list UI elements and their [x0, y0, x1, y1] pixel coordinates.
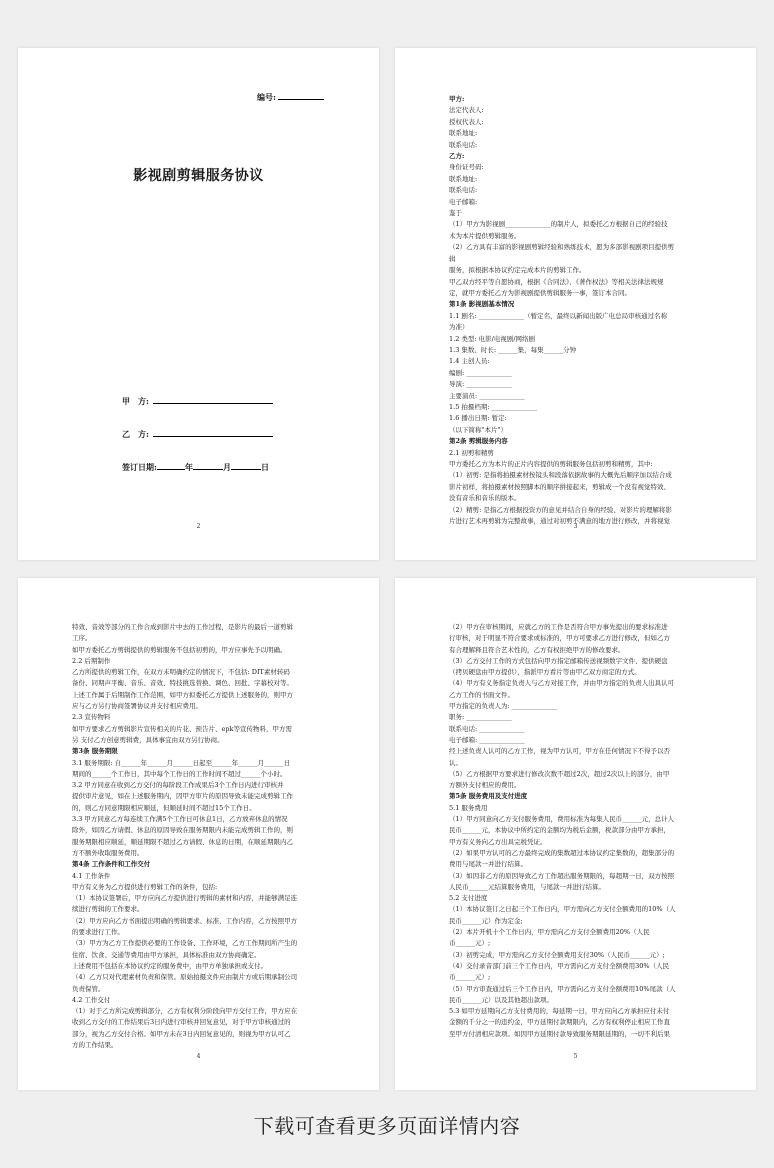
page-4-body [72, 622, 329, 1051]
text-line: （3）初剪完成，甲方需向乙方支付全额费用支付30%（人民币______元）; [449, 950, 665, 959]
text-line: 乙方工作的书面文件。 [449, 690, 514, 699]
section-heading: 第3条 服务期限 [72, 747, 118, 756]
document-title: 影视剧剪辑服务协议 [133, 168, 264, 184]
text-line: 5.3 如甲方延期向乙方支付费用的，每延期一日，甲方应向乙方承担应付未付 [449, 1007, 670, 1016]
text-line: （2）精剪: 是指乙方根据投资方的意见并结合自身的经验、对影片的理解将影 [449, 505, 672, 514]
text-line: 4.2 工作交付 [72, 995, 111, 1004]
text-line: 授权代表人: [449, 117, 484, 126]
text-line: 编剧: ______________ [449, 368, 512, 377]
text-line: 1.6 播出日期: 暂定: [449, 414, 507, 423]
page-4 [18, 578, 379, 1090]
text-line: 2.2 后期制作 [72, 656, 111, 665]
text-line: 联系地址: [449, 129, 478, 138]
text-line: 工序。 [72, 634, 92, 643]
text-line: 1.1 剧名: ______________（暂定名，最终以新闻出版广电总局审核通过名称 [449, 311, 668, 320]
text-line: 鉴于 [449, 209, 462, 218]
text-line: （3）甲方为乙方工作提供必要的工作设备、工作环境，乙方工作期间所产生的 [72, 939, 298, 948]
section-heading: 乙方: [449, 152, 465, 161]
text-line: （1）甲方为影视剧______________的制片人，拟委托乙方根据自己的经验技 [449, 220, 668, 229]
text-line: 金额的千分之一的违约金，甲方延期付款期限内，乙方有权利停止相应工作直 [449, 1018, 670, 1027]
text-line: 人民币______元结算服务费用，与尾款一并进行结算。 [449, 882, 605, 891]
text-line: 币______元）; [449, 973, 491, 982]
text-line: 3.2 甲方同意在收到乙方交付的每阶段工作成果后3个工作日内进行审核并 [72, 781, 284, 790]
text-line: 电子邮箱: [449, 197, 478, 206]
text-line: 住宿、饮食、交通等费用由甲方承担，具体标准由双方协商确定。 [72, 950, 261, 959]
text-line: 服务，拟根据本协议约定完成本片的剪辑工作。 [449, 266, 586, 275]
text-line: 联系电话: [449, 186, 478, 195]
page-2 [18, 48, 379, 560]
text-line: 至甲方付清相应款项。如因甲方延期付款导致服务期限延期的，一切不利后果 [449, 1029, 670, 1038]
contract-number: 编号: [257, 92, 324, 103]
text-line: 续进行剪辑的工作要求。 [72, 905, 144, 914]
text-line: 影片初样，将拍摄素材按照脚本的顺序拼接起来，剪辑成一个没有视觉特效、 [449, 482, 670, 491]
text-line: 负责保管。 [72, 984, 105, 993]
text-line: 1.2 类型: 电影/电视剧/网络剧 [449, 334, 536, 343]
text-line: 1.5 拍摄档期: ______________ [449, 402, 538, 411]
text-line: （5）乙方根据甲方要求进行修改次数不超过2次，超过2次以上的部分，由甲 [449, 769, 670, 778]
download-more-link[interactable]: 下载可查看更多页面详情内容 [253, 1114, 521, 1138]
text-line: 特效、音效等部分的工作合成到影片中去的工作过程，是影片的最后一道剪辑 [72, 623, 293, 631]
text-line: 导演: ______________ [449, 380, 512, 389]
text-line: 服务期限相应顺延，顺延期限不超过乙方请假、休息的日期，在顺延期限内乙 [72, 837, 293, 846]
text-line: 法定代表人: [449, 106, 484, 115]
text-line: 方额外支付相应的费用。 [449, 781, 521, 790]
text-line: 认。 [449, 758, 462, 767]
text-line: 方不额外收取服务费用。 [72, 848, 144, 857]
text-line: 3.3 甲方同意乙方每连续工作满5个工作日可休息1日，乙方放弃休息的情况 [72, 815, 288, 824]
text-line: 甲方指定的负责人为: ______________ [449, 702, 558, 711]
text-line: 2.3 宣传物料 [72, 713, 111, 722]
text-line: 联系地址: [449, 174, 478, 183]
text-line: （2）如果甲方认可的乙方最终完成的集数超过本协议约定集数的，超集部分的 [449, 848, 675, 857]
text-line: （1）初剪: 是指将拍摄素材按镜头和段落依据故事的大概先后顺序加以结合成 [449, 471, 672, 480]
text-line: （4）交付录音部门前三个工作日内，甲方需向乙方支付全额费用30%（人民 [449, 961, 670, 970]
number-blank [278, 99, 324, 100]
text-line: 甲方有义务向乙方出具完税凭证。 [449, 837, 547, 846]
text-line: 另 支付乙方创意剪辑费，具体事宜由双方另行协商。 [72, 735, 224, 744]
text-line: （2）乙方具有丰富的影视剧剪辑经验和熟练技术，愿为多部影视剧项目提供剪 [449, 243, 675, 252]
text-line: 乙方所提供的剪辑工作，在双方未明确约定的情况下，不包括: DIT素材转码 [72, 668, 290, 677]
text-line: 提供审片意见，如在上述服务期内，因甲方审片的原因导致未能完成剪辑工作 [72, 792, 293, 801]
text-line: （2）甲方在审核期间，应就乙方的工作是否符合甲方事先提出的要求标准进 [449, 623, 668, 631]
text-line: 没有音乐和音乐的版本。 [449, 494, 521, 503]
sign-date: 签订日期: 年 月 日 [122, 462, 269, 472]
text-line: 电子邮箱: ______________ [449, 735, 525, 744]
text-line: （拷贝硬盘由甲方提供），指派甲方看片等由甲乙双方商定的方式。 [449, 668, 641, 677]
section-heading: 第2条 剪辑服务内容 [449, 437, 508, 446]
text-line: （以下简称"本片"） [449, 425, 507, 434]
text-line: 4.1 工作条件 [72, 871, 111, 880]
text-line: 民币______元）以及其他超出款项。 [449, 995, 553, 1004]
text-line: 民币______元，本协议中所约定的金额均为税后金额，税款部分由甲方承担， [449, 826, 670, 835]
text-line: （4）甲方有义务指定负责人与乙方对接工作，并由甲方指定的负责人出具认可 [449, 679, 675, 688]
text-line: 1.3 集数、时长: ______集，每集______分钟 [449, 345, 577, 354]
section-heading: 甲方: [449, 95, 465, 103]
text-line: 联系电话: [449, 140, 478, 149]
text-line: （1）本协议签署后，甲方应向乙方提供进行剪辑的素材和内容，并能够满足连 [72, 894, 298, 903]
text-line: 的，则乙方同意期限相应顺延，但顺延时间不超过15个工作日。 [72, 803, 256, 812]
text-line: 上述费用不包括在本协议约定的服务费中，由甲方单独承担或支付。 [72, 961, 267, 970]
text-line: 费用与尾款一并进行结算。 [449, 860, 527, 869]
text-line: 如甲方要求乙方剪辑影片宣传相关的片花、预告片、epk等宣传物料，甲方需 [72, 724, 292, 733]
text-line: 备份、同期声平衡、音乐、音效、特技挑选替换、调色、回批、字幕校对等。 [72, 679, 293, 688]
text-line: 的要求进行工作。 [72, 928, 124, 937]
text-line: 1.4 主创人员: [449, 357, 490, 366]
section-heading: 第4条 工作条件和工作交付 [72, 860, 151, 869]
page-5 [395, 578, 756, 1090]
text-line: （2）甲方应向乙方书面提出明确的剪辑要求、标准、工作内容，乙方按照甲方 [72, 916, 298, 925]
page-number: 3 [573, 523, 578, 530]
text-line: 5.2 支付进度 [449, 894, 488, 903]
text-line: （1）甲方同意向乙方支付服务费用，费用标准为每集人民币______元，总计人 [449, 815, 675, 824]
text-line: 方的工作结果。 [72, 1040, 118, 1049]
text-line: 片进行艺术再剪辑为完整故事，通过对初剪不满意的地方进行修改，并将视觉 [449, 517, 670, 526]
text-line: （5）甲方审查通过后三个工作日内，甲方需向乙方支付全额费用10%尾款（人 [449, 984, 676, 993]
text-line: （1）对于乙方所完成剪辑部分，乙方有权利分阶段向甲方交付工作，甲方应在 [72, 1007, 298, 1016]
party-a-signature: 甲 方: [122, 396, 273, 407]
section-heading: 第5条 服务费用及支付进度 [449, 792, 528, 801]
text-line: 民币______元）作为定金; [449, 916, 523, 925]
text-line: 3.1 服务期限: 自______年______月______日起至______年______月______日 [72, 758, 291, 767]
text-line: 主要演员: ______________ [449, 391, 525, 400]
text-line: （2）本片开机十个工作日内，甲方需向乙方支付全额费用20%（人民 [449, 928, 650, 937]
text-line: 5.1 服务费用 [449, 803, 488, 812]
section-heading: 第1条 影视剧基本情况 [449, 300, 515, 309]
text-line: 辑 [449, 254, 456, 263]
text-line: 甲方委托乙方为本片的正片内容提供的剪辑服务包括初剪和精剪，其中: [449, 460, 653, 468]
page-number: 4 [196, 1053, 201, 1060]
text-line: 联系电话: ______________ [449, 724, 525, 733]
text-line: 为准） [449, 323, 469, 332]
page-3-body [449, 94, 706, 527]
text-line: 甲乙双方经平等自愿协商，根据《合同法》、《著作权法》等相关法律法规规 [449, 277, 664, 286]
text-line: （3）乙方交付工作的方式包括向甲方指定邮箱传送视频数字文件、提供硬盘 [449, 656, 668, 665]
text-line: 上述工作属于后期制作工作范围，如甲方拟委托乙方提供上述服务的，则甲方 [72, 690, 293, 699]
text-line: 身份证号码: [449, 163, 484, 172]
page-number: 5 [573, 1053, 578, 1060]
text-line: 职务: ______________ [449, 713, 512, 722]
text-line: 部分，视为乙方交付合格。如甲方未在3日内回复意见的，则视为甲方认可乙 [72, 1029, 291, 1038]
page-3 [395, 48, 756, 560]
text-line: 2.1 初剪和精剪 [449, 448, 494, 457]
text-line: 收到乙方交付的工作结果后3日内进行审核并回复意见，对于甲方审核通过的 [72, 1018, 291, 1027]
text-line: 如甲方委托乙方剪辑提供的剪辑服务不包括初剪的，甲方应事先予以明确。 [72, 645, 287, 654]
party-b-signature: 乙 方: [122, 429, 273, 440]
text-line: 期间的______个工作日，其中每个工作日的工作时间不超过______个小时。 [72, 769, 287, 778]
text-line: 甲方有义务为乙方提供进行剪辑工作的条件，包括: [72, 882, 218, 891]
text-line: 行审核，对于明显不符合要求或标准的，甲方可要求乙方进行修改，但如乙方 [449, 634, 670, 643]
text-line: 币______元）; [449, 939, 491, 948]
page-number: 2 [196, 523, 201, 530]
text-line: 除外，如因乙方请假、休息的原因导致在服务期限内未能完成剪辑工作的，则 [72, 826, 293, 835]
text-line: 术为本片提供剪辑服务。 [449, 231, 521, 240]
text-line: 有合理解释且符合艺术性的，乙方有权拒绝甲方的修改要求。 [449, 645, 625, 654]
text-line: 定，就甲方委托乙方为影视剧提供剪辑服务一事，签订本合同。 [449, 288, 631, 297]
text-line: 应与乙方另行协商签署协议并支付相应费用。 [72, 702, 202, 711]
text-line: （4）乙方只对代理素材负责和保管。原始拍摄文件应由制片方或后期承制公司 [72, 973, 298, 982]
page-5-body [449, 622, 706, 1040]
text-line: 经上述负责人认可的乙方工作，视为甲方认可，甲方在任何情况下不得予以否 [449, 747, 670, 756]
text-line: （3）如因非乙方的原因导致乙方工作超出服务期限的，每超期一日，双方按照 [449, 871, 675, 880]
text-line: （1）本协议签订之日起三个工作日内，甲方需向乙方支付全额费用的10%（人 [449, 905, 676, 914]
